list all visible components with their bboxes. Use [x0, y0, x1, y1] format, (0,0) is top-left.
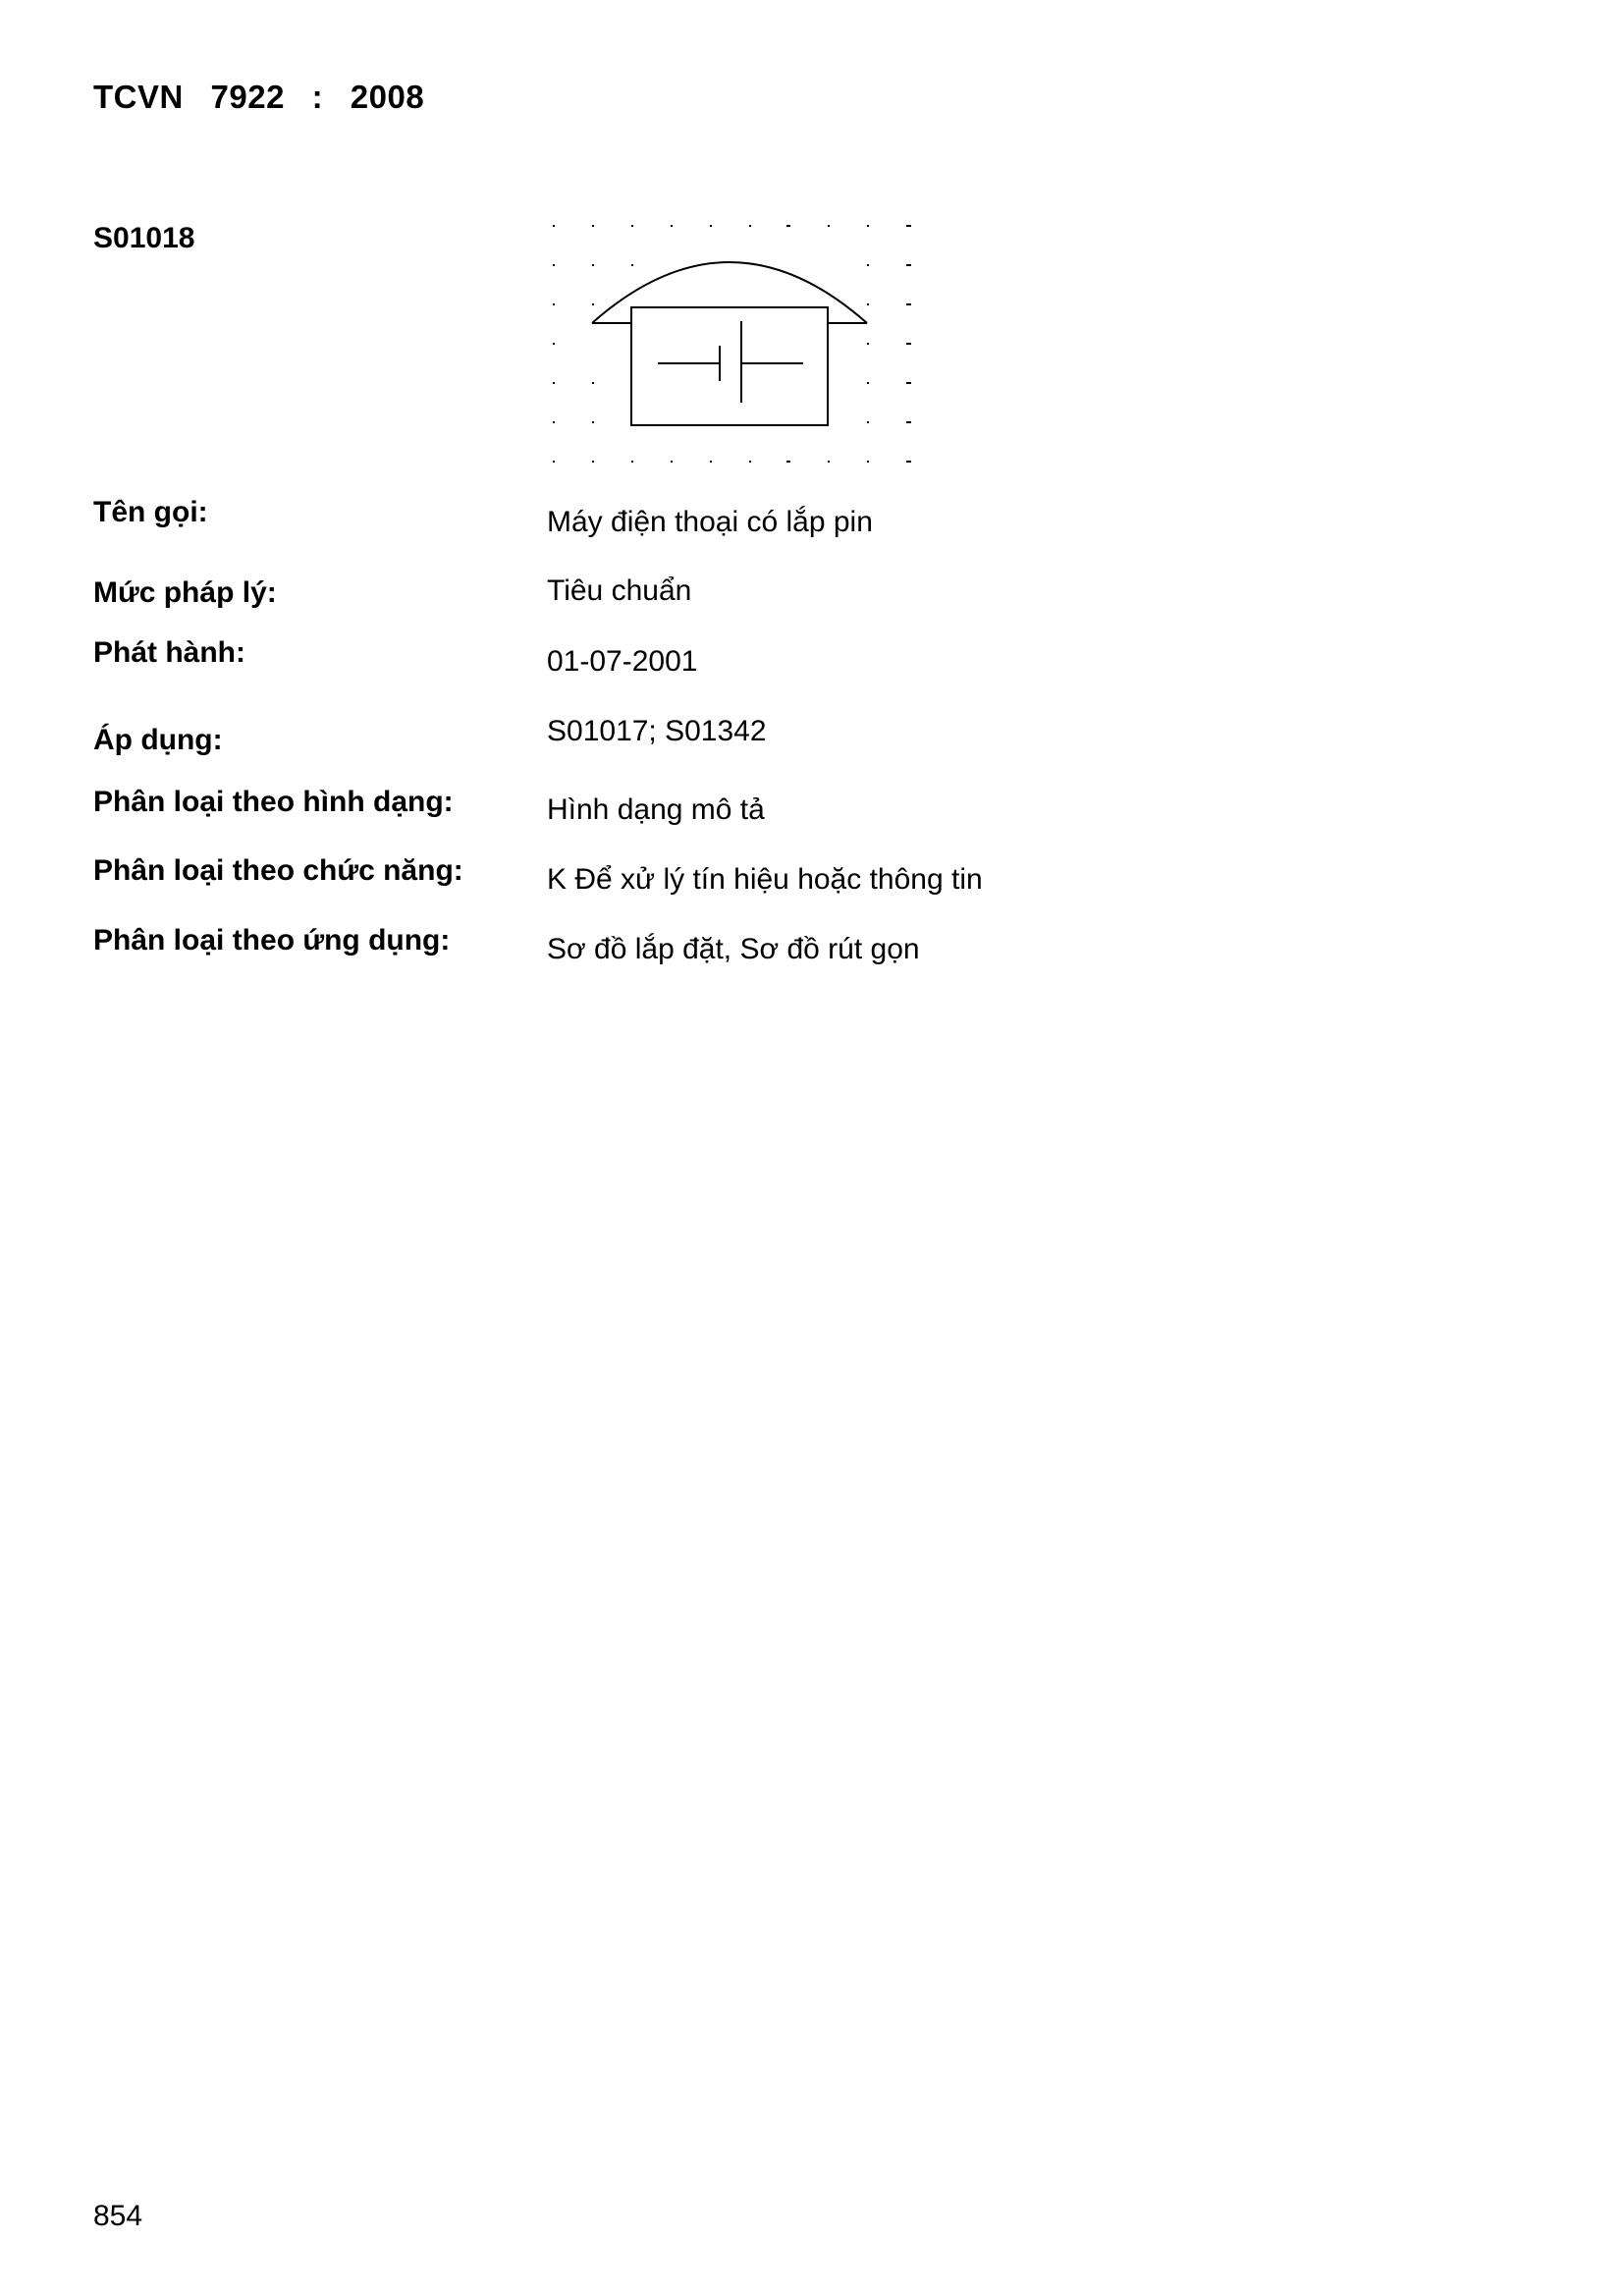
field-value-legal-level: Tiêu chuẩn	[547, 574, 692, 607]
field-label-shape-classification: Phân loại theo hình dạng:	[93, 786, 454, 818]
field-label-name: Tên gọi:	[93, 496, 208, 528]
field-label-issued: Phát hành:	[93, 636, 245, 669]
field-value-function-classification: K Để xử lý tín hiệu hoặc thông tin	[547, 863, 983, 896]
field-value-application-classification: Sơ đồ lắp đặt, Sơ đồ rút gọn	[547, 933, 920, 965]
field-value-issued: 01-07-2001	[547, 645, 698, 678]
field-value-name: Máy điện thoại có lắp pin	[547, 506, 873, 538]
field-label-applies: Áp dụng:	[93, 724, 223, 756]
document-header	[93, 79, 442, 116]
field-label-application-classification: Phân loại theo ứng dụng:	[93, 924, 451, 957]
field-label-function-classification: Phân loại theo chức năng:	[93, 854, 463, 887]
field-label-legal-level: Mức pháp lý:	[93, 576, 277, 609]
field-value-shape-classification: Hình dạng mô tả	[547, 793, 765, 826]
header-number: 7922	[210, 79, 285, 115]
header-year: 2008	[350, 79, 425, 115]
telephone-with-battery-symbol-icon	[535, 211, 928, 491]
header-standard: TCVN	[93, 79, 184, 115]
header-separator: :	[311, 79, 324, 115]
symbol-code: S01018	[93, 222, 195, 254]
field-value-applies: S01017; S01342	[547, 715, 767, 747]
page-number: 854	[93, 2200, 143, 2232]
